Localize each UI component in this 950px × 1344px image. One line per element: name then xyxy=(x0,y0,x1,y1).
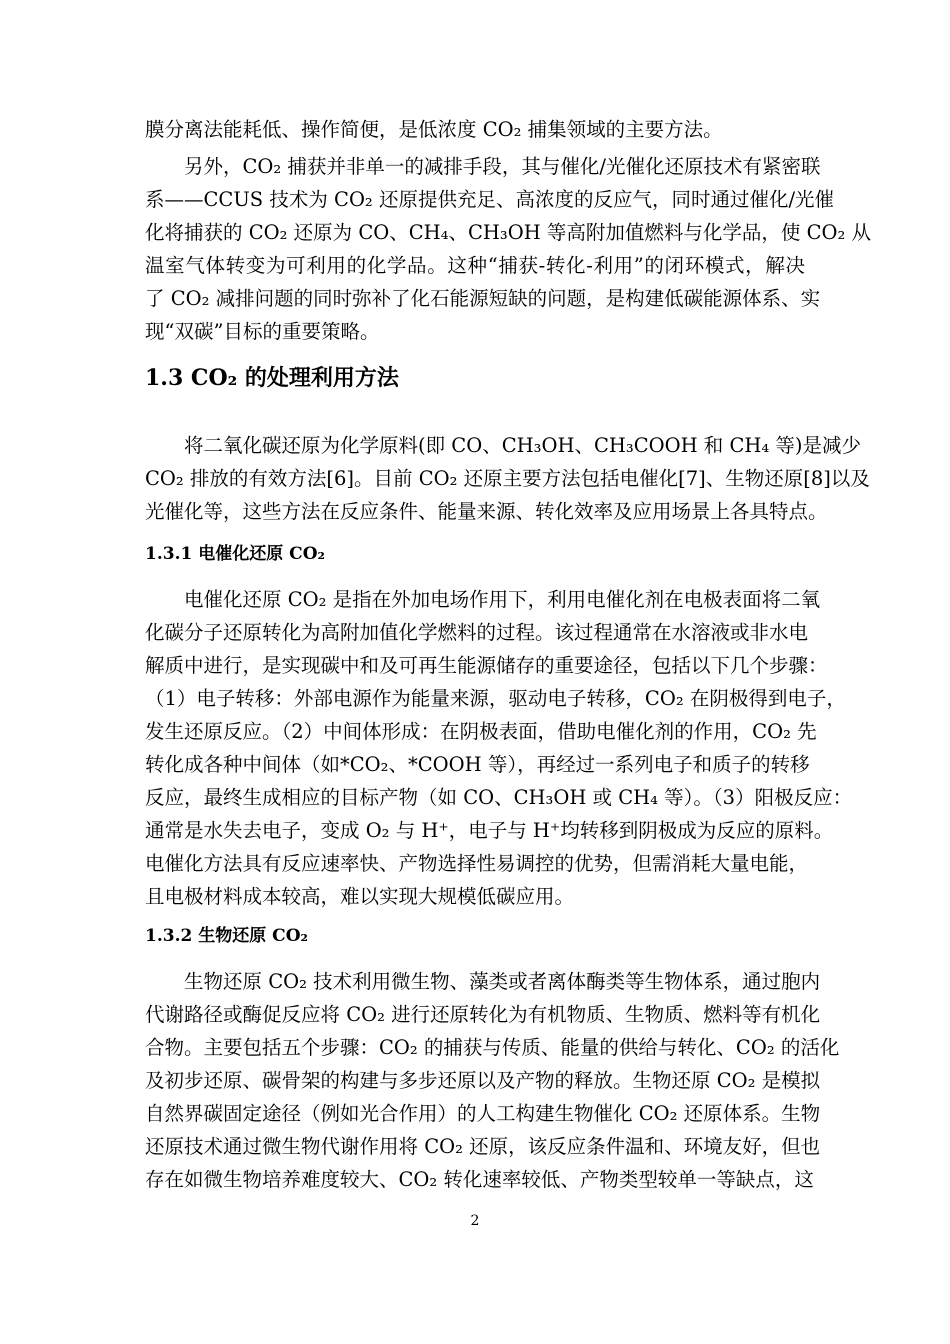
paragraph-line: 将二氧化碳还原为化学原料(即 CO、CH₃OH、CH₃COOH 和 CH₄ 等)是减少 xyxy=(184,434,862,457)
paragraph-line: 反应，最终生成相应的目标产物（如 CO、CH₃OH 或 CH₄ 等）。（3）阳极反应： xyxy=(145,786,853,809)
paragraph-line: 存在如微生物培养难度较大、CO₂ 转化速率较低、产物类型较单一等缺点，这 xyxy=(145,1168,814,1191)
paragraph-line: 发生还原反应。（2）中间体形成：在阴极表面，借助电催化剂的作用，CO₂ 先 xyxy=(145,720,817,743)
paragraph-line: 解质中进行，是实现碳中和及可再生能源储存的重要途径，包括以下几个步骤： xyxy=(145,654,828,677)
paragraph-line: 还原技术通过微生物代谢作用将 CO₂ 还原，该反应条件温和、环境友好，但也 xyxy=(145,1135,821,1158)
page-number: 2 xyxy=(470,1213,480,1229)
paragraph-line: 现“双碳”目标的重要策略。 xyxy=(145,320,380,343)
paragraph-line: 了 CO₂ 减排问题的同时弥补了化石能源短缺的问题，是构建低碳能源体系、实 xyxy=(145,287,821,310)
subsection-heading: 1.3.1 电催化还原 CO₂ xyxy=(145,544,325,564)
paragraph-line: 生物还原 CO₂ 技术利用微生物、藻类或者离体酶类等生物体系，通过胞内 xyxy=(184,970,821,993)
paragraph-line: 转化成各种中间体（如*CO₂、*COOH 等），再经过一系列电子和质子的转移 xyxy=(145,753,810,776)
paragraph-line: 代谢路径或酶促反应将 CO₂ 进行还原转化为有机物质、生物质、燃料等有机化 xyxy=(145,1003,821,1026)
paragraph-line: （1）电子转移：外部电源作为能量来源，驱动电子转移，CO₂ 在阴极得到电子， xyxy=(145,687,846,710)
paragraph-line: 电催化还原 CO₂ 是指在外加电场作用下，利用电催化剂在电极表面将二氧 xyxy=(184,588,821,611)
paragraph-line: 自然界碳固定途径（例如光合作用）的人工构建生物催化 CO₂ 还原体系。生物 xyxy=(145,1102,821,1125)
paragraph-line: 温室气体转变为可利用的化学品。这种“捕获-转化-利用”的闭环模式，解决 xyxy=(145,254,805,277)
paragraph-line: 化将捕获的 CO₂ 还原为 CO、CH₄、CH₃OH 等高附加值燃料与化学品，使 CO₂ 从 xyxy=(145,221,872,244)
paragraph-line: 化碳分子还原转化为高附加值化学燃料的过程。该过程通常在水溶液或非水电 xyxy=(145,621,809,644)
paragraph-line: 电催化方法具有反应速率快、产物选择性易调控的优势，但需消耗大量电能， xyxy=(145,852,809,875)
paragraph-line: 光催化等，这些方法在反应条件、能量来源、转化效率及应用场景上各具特点。 xyxy=(145,500,828,523)
subsection-heading: 1.3.2 生物还原 CO₂ xyxy=(145,926,308,946)
paragraph-line: 另外，CO₂ 捕获并非单一的减排手段，其与催化/光催化还原技术有紧密联 xyxy=(184,155,821,178)
paragraph-line: 合物。主要包括五个步骤：CO₂ 的捕获与传质、能量的供给与转化、CO₂ 的活化 xyxy=(145,1036,840,1059)
section-heading: 1.3 CO₂ 的处理利用方法 xyxy=(145,365,399,391)
paragraph-line: CO₂ 排放的有效方法[6]。目前 CO₂ 还原主要方法包括电催化[7]、生物还原[8]以及 xyxy=(145,467,870,490)
paragraph-line: 及初步还原、碳骨架的构建与多步还原以及产物的释放。生物还原 CO₂ 是模拟 xyxy=(145,1069,821,1092)
paragraph-line: 通常是水失去电子，变成 O₂ 与 H⁺，电子与 H⁺均转移到阴极成为反应的原料。 xyxy=(145,819,834,842)
paragraph-line: 膜分离法能耗低、操作简便，是低浓度 CO₂ 捕集领域的主要方法。 xyxy=(145,118,723,141)
paragraph-line: 且电极材料成本较高，难以实现大规模低碳应用。 xyxy=(145,885,575,908)
paragraph-line: 系——CCUS 技术为 CO₂ 还原提供充足、高浓度的反应气，同时通过催化/光催 xyxy=(145,188,835,211)
